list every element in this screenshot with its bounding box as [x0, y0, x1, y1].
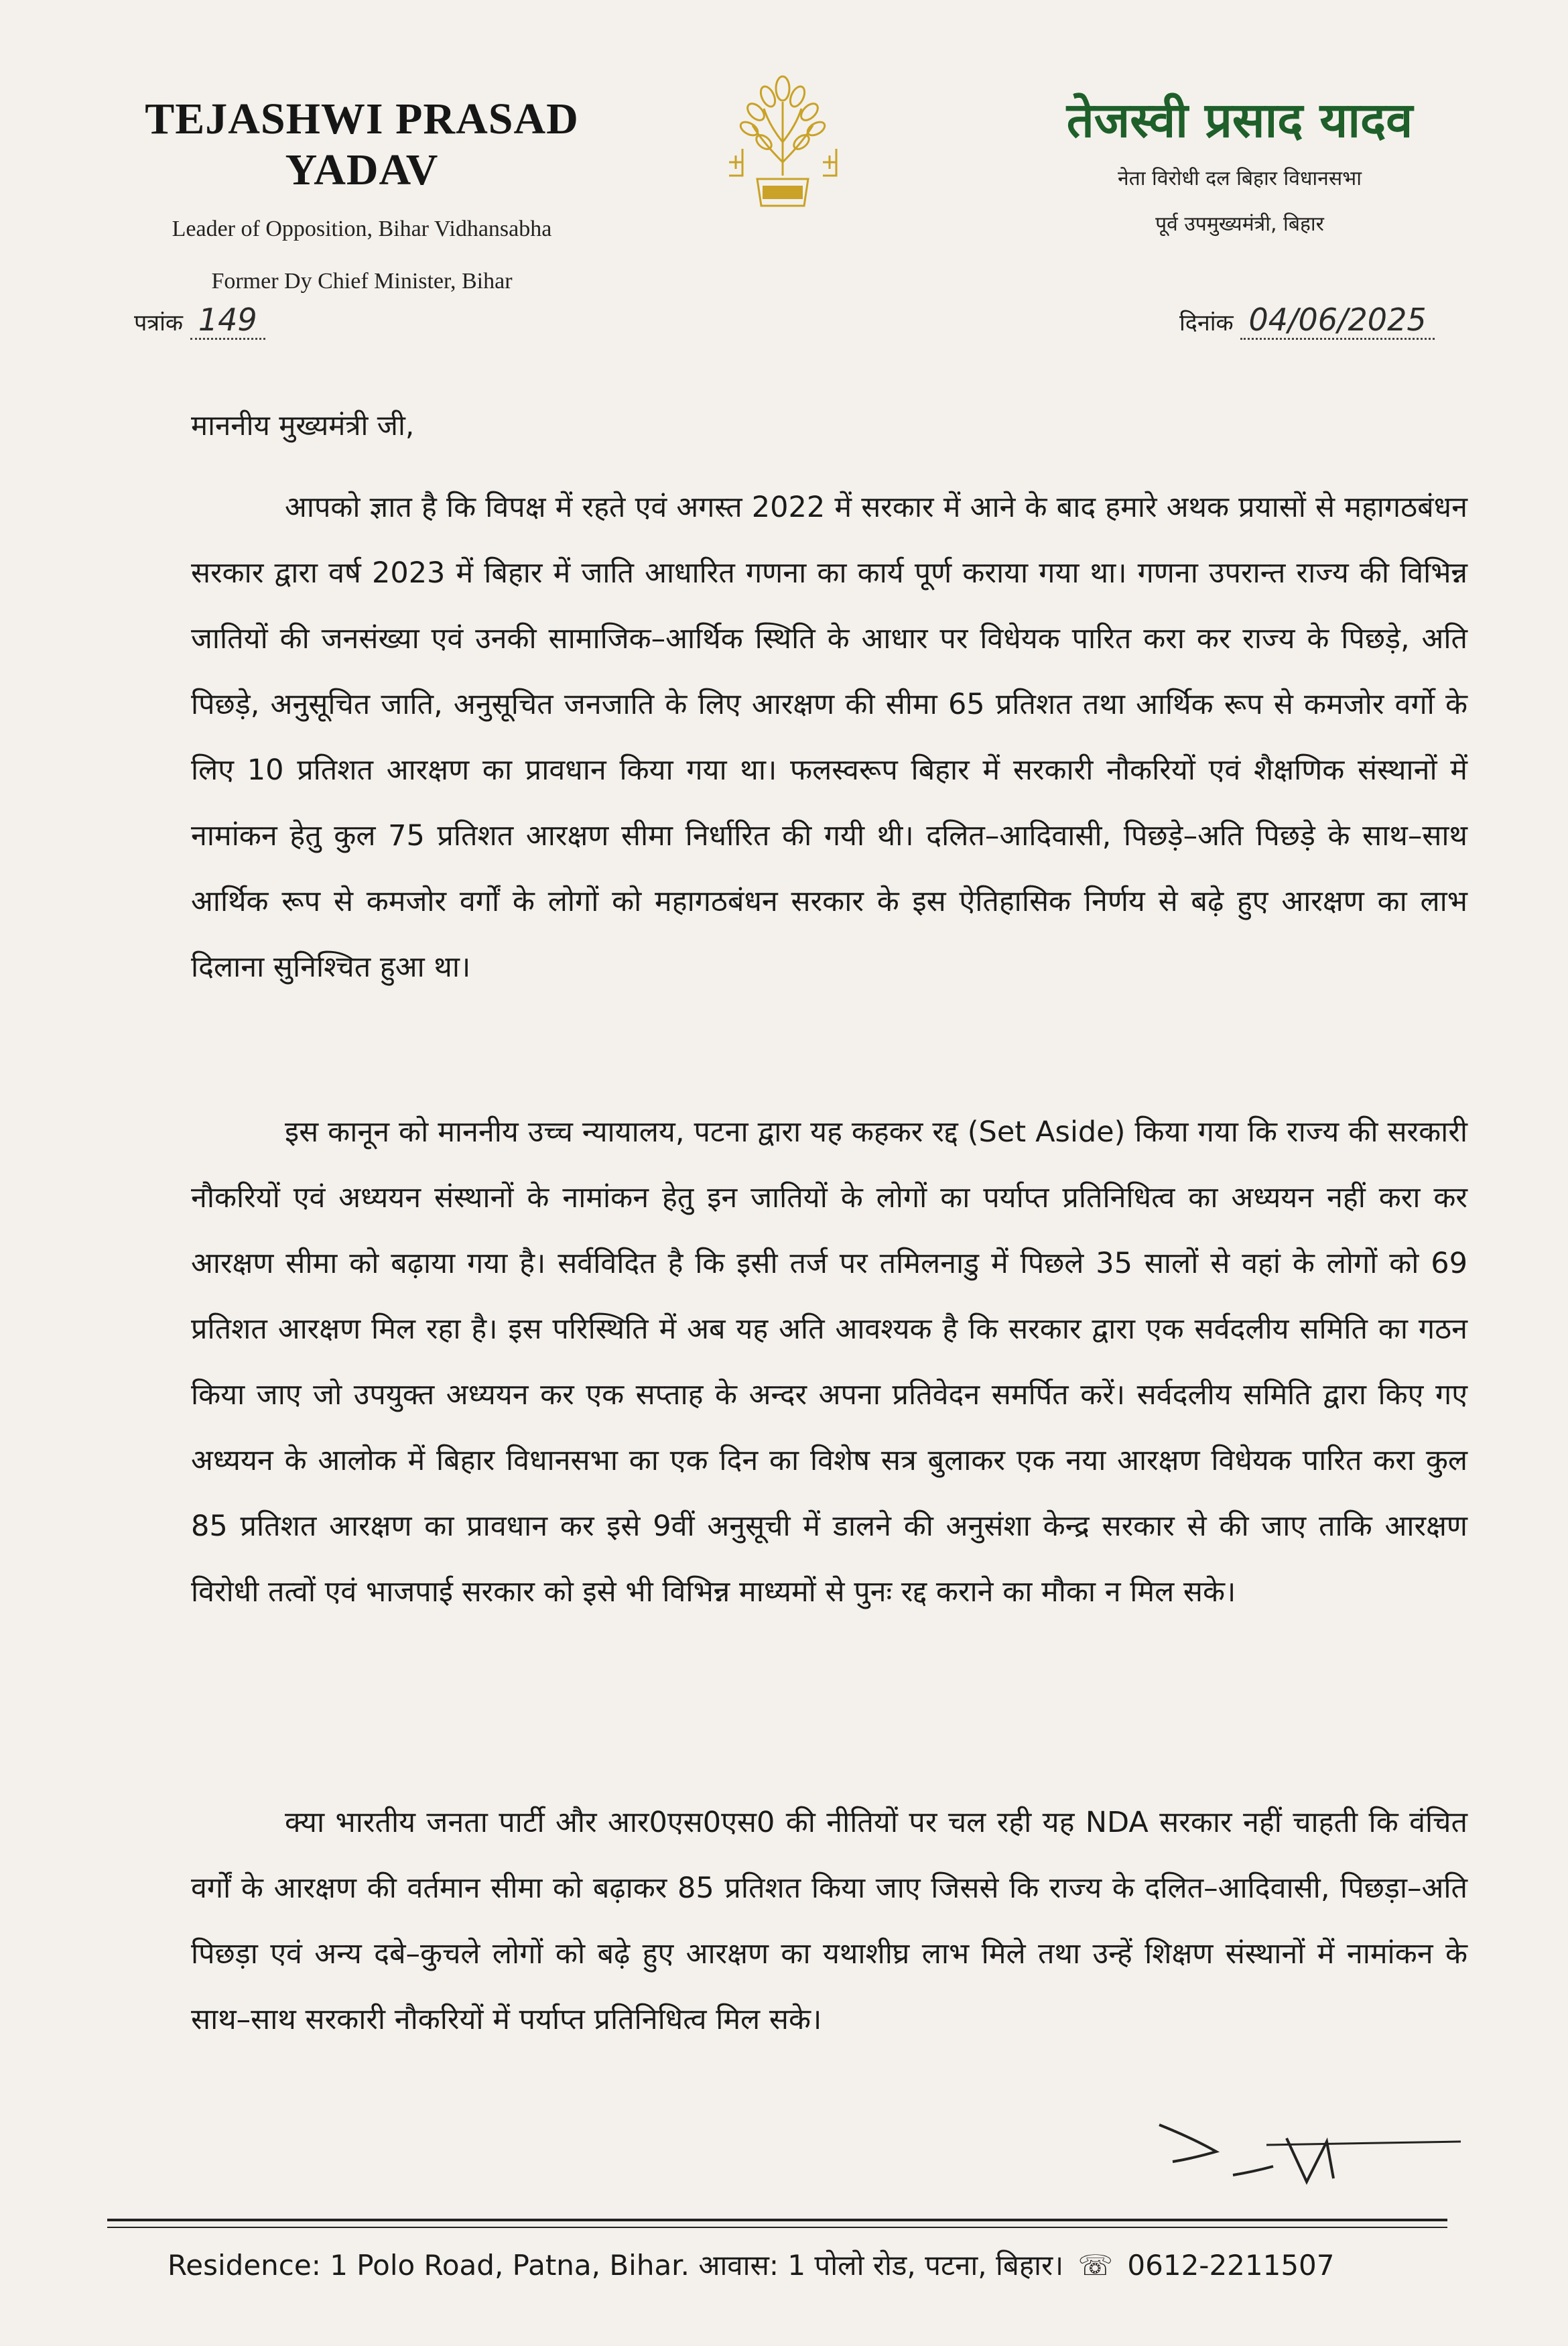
paragraph-2: इस कानून को माननीय उच्च न्यायालय, पटना द्वारा यह कहकर रद्द (Set Aside) किया गया कि राज्य की सरकारी नौकरियों एवं अध्ययन संस्थानों के नामांकन हेतु इन जातियों के लोगों का पर्याप्त प्रतिनिधित्व का अध्ययन नहीं करा कर आरक्षण सीमा को बढ़ाया गया है। सर्वविदित है कि इसी तर्ज पर तमिलनाडु में पिछले 35 सालों से वहां के लोगों को 69 प्रतिशत आरक्षण मिल रहा है। इस परिस्थिति में अब यह अति आवश्यक है कि सरकार द्वारा एक सर्वदलीय समिति का गठन किया जाए जो उपयुक्त अध्ययन कर एक सप्ताह के अन्दर अपना प्रतिवेदन समर्पित करें। सर्वदलीय समिति द्वारा किए गए अध्ययन के आलोक में बिहार विधानसभा का एक दिन का विशेष सत्र बुलाकर एक नया आरक्षण विधेयक पारित करा कुल 85 प्रतिशत आरक्षण का प्रावधान कर इसे 9वीं अनुसूची में डालने की अनुसंशा केन्द्र सरकार से की जाए ताकि आरक्षण विरोधी तत्वों एवं भाजपाई सरकार को इसे भी विभिन्न माध्यमों से पुनः रद्द कराने का मौका न मिल सके। — [191, 1115, 1467, 1609]
english-name: TEJASHWI PRASAD YADAV — [145, 95, 579, 194]
date-value: 04/06/2025 — [1240, 302, 1434, 340]
phone-number: 0612-2211507 — [1127, 2249, 1335, 2282]
letter-date — [1179, 302, 1435, 338]
english-header — [97, 94, 627, 300]
paragraph-1: आपको ज्ञात है कि विपक्ष में रहते एवं अगस्त 2022 में सरकार में आने के बाद हमारे अथक प्रयासों से महागठबंधन सरकार द्वारा वर्ष 2023 में बिहार में जाति आधारित गणना का कार्य पूर्ण कराया गया था। गणना उपरान्त राज्य की विभिन्न जातियों की जनसंख्या एवं उनकी सामाजिक–आर्थिक स्थिति के आधार पर विधेयक पारित करा कर राज्य के पिछड़े, अति पिछड़े, अनुसूचित जाति, अनुसूचित जनजाति के लिए आरक्षण की सीमा 65 प्रतिशत तथा आर्थिक रूप से कमजोर वर्गो के लिए 10 प्रतिशत आरक्षण का प्रावधान किया गया था। फलस्वरूप बिहार में सरकारी नौकरियों एवं शैक्षणिक संस्थानों में नामांकन हेतु कुल 75 प्रतिशत आरक्षण सीमा निर्धारित की गयी थी। दलित–आदिवासी, पिछड़े–अति पिछड़े के साथ–साथ आर्थिक रूप से कमजोर वर्गों के लोगों को महागठबंधन सरकार के इस ऐतिहासिक निर्णय से बढ़े हुए आरक्षण का लाभ दिलाना सुनिश्चित हुआ था। — [191, 491, 1467, 984]
reference-label: पत्रांक — [134, 310, 183, 336]
reference-number — [134, 302, 265, 338]
hindi-name: तेजस्वी प्रसाद यादव — [1066, 92, 1413, 148]
footer-rule-thick — [107, 2219, 1447, 2221]
hindi-title-2: पूर्व उपमुख्यमंत्री, बिहार — [1155, 212, 1324, 236]
hindi-title-1: नेता विरोधी दल बिहार विधानसभा — [1118, 167, 1362, 190]
phone-icon: ☏ — [1077, 2249, 1114, 2282]
footer-address — [168, 2245, 1441, 2284]
address-hindi: आवास: 1 पोलो रोड, पटना, बिहार। — [698, 2249, 1064, 2282]
salutation: माननीय मुख्यमंत्री जी, — [191, 409, 415, 442]
english-title-2: Former Dy Chief Minister, Bihar — [211, 269, 513, 294]
bihar-emblem-icon — [716, 62, 850, 223]
paragraph-3: क्या भारतीय जनता पार्टी और आर0एस0एस0 की नीतियों पर चल रही यह NDA सरकार नहीं चाहती कि वंचित वर्गों के आरक्षण की वर्तमान सीमा को बढ़ाकर 85 प्रतिशत किया जाए जिससे कि राज्य के दलित–आदिवासी, पिछड़ा–अति पिछड़ा एवं अन्य दबे–कुचले लोगों को बढ़े हुए आरक्षण का यथाशीघ्र लाभ मिले तथा उन्हें शिक्षण संस्थानों में नामांकन के साथ–साथ सरकारी नौकरियों में पर्याप्त प्रतिनिधित्व मिल सके। — [191, 1806, 1467, 2036]
english-title-1: Leader of Opposition, Bihar Vidhansabha — [172, 217, 552, 241]
address-english: Residence: 1 Polo Road, Patna, Bihar. — [168, 2249, 690, 2282]
footer-rule-thin — [107, 2227, 1447, 2228]
handwritten-signature — [1153, 2111, 1461, 2199]
reference-value: 149 — [190, 302, 265, 340]
date-label: दिनांक — [1179, 310, 1234, 336]
hindi-header — [998, 86, 1481, 243]
